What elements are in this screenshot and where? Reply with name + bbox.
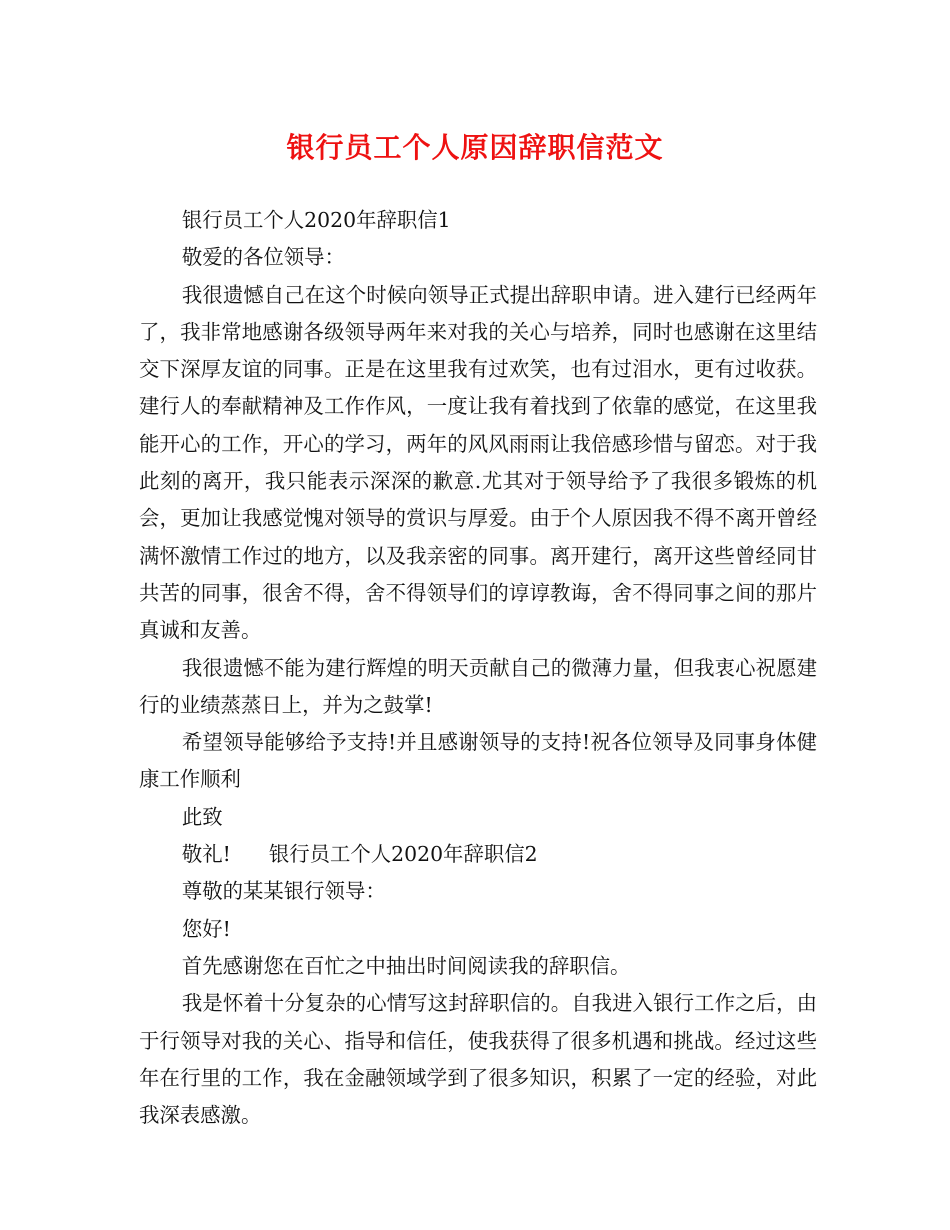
letter2-salutation: 尊敬的某某银行领导： bbox=[181, 879, 386, 904]
letter1-salute: 敬礼! bbox=[181, 842, 231, 867]
document-title: 银行员工个人原因辞职信范文 bbox=[286, 131, 664, 164]
letter1-paragraph-1: 我很遗憾自己在这个时候向领导正式提出辞职申请。进入建行已经两年了，我非常地感谢各级领导两年来对我的关心与培养，同时也感谢在这里结交下深厚友谊的同事。正是在这里我有过欢笑，也有过泪水，更有过收获。建行人的奉献精神及工作作风，一度让我有着找到了依靠的感觉，在这里我能开心的工作，开心的学习，两年的风风雨雨让我倍感珍惜与留恋。对于我此刻的离开，我只能表示深深的歉意.尤其对于领导给予了我很多锻炼的机会，更加让我感觉愧对领导的赏识与厚爱。由于个人原因我不得不离开曾经满怀激情工作过的地方，以及我亲密的同事。离开建行，离开这些曾经同甘共苦的同事，很舍不得，舍不得领导们的谆谆教诲，舍不得同事之间的那片真诚和友善。 bbox=[139, 282, 817, 643]
letter1-closing: 此致 bbox=[181, 804, 223, 829]
letter2-heading: 银行员工个人2020年辞职信2 bbox=[268, 842, 538, 867]
letter2-paragraph-1: 首先感谢您在百忙之中抽出时间阅读我的辞职信。 bbox=[181, 953, 631, 978]
letter1-paragraph-2: 我很遗憾不能为建行辉煌的明天贡献自己的微薄力量，但我衷心祝愿建行的业绩蒸蒸日上，并为之鼓掌! bbox=[139, 655, 817, 717]
letter2-greeting: 您好! bbox=[181, 916, 231, 941]
letter1-paragraph-3: 希望领导能够给予支持!并且感谢领导的支持!祝各位领导及同事身体健康工作顺利 bbox=[139, 730, 817, 792]
salute-and-next-heading bbox=[139, 836, 817, 873]
letter1-heading: 银行员工个人2020年辞职信1 bbox=[181, 208, 451, 232]
document-body bbox=[139, 202, 817, 1134]
letter1-salutation: 敬爱的各位领导： bbox=[181, 245, 345, 270]
letter2-paragraph-2: 我是怀着十分复杂的心情写这封辞职信的。自我进入银行工作之后，由于行领导对我的关心、指导和信任，使我获得了很多机遇和挑战。经过这些年在行里的工作，我在金融领域学到了很多知识，积累了一定的经验，对此我深表感激。 bbox=[139, 991, 817, 1128]
